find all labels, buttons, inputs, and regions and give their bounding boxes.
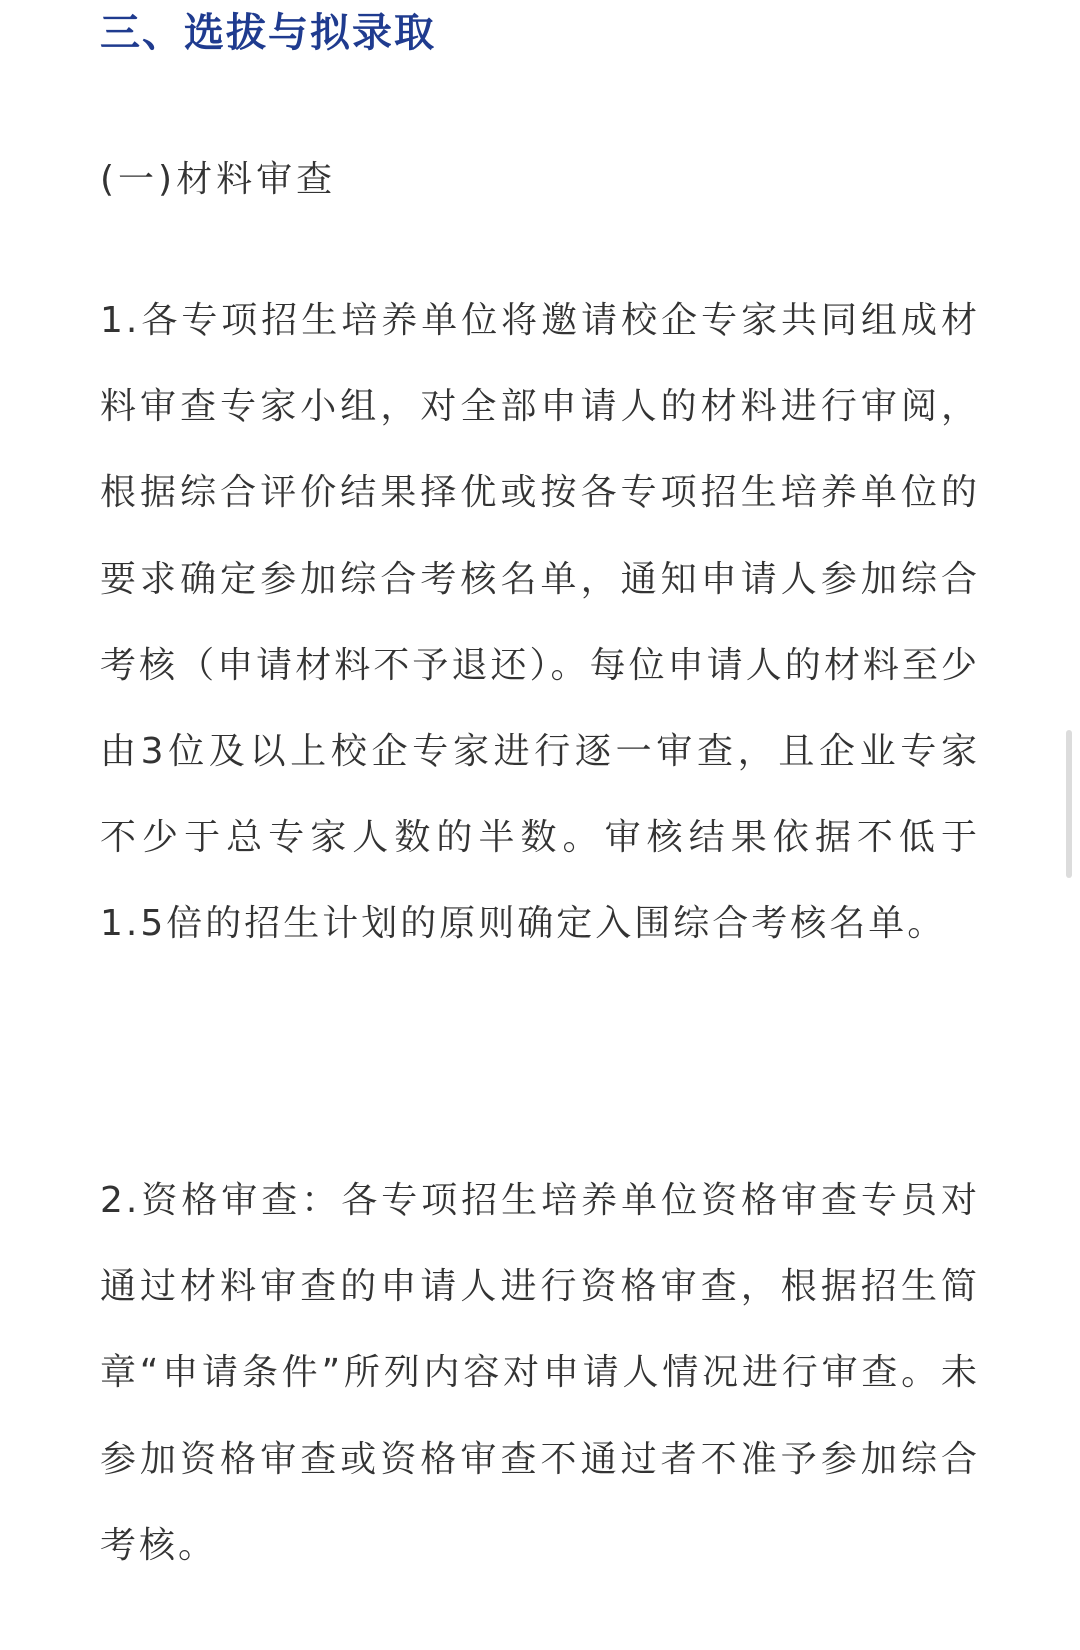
document-page <box>100 0 980 1650</box>
paragraph-material-review: 1.各专项招生培养单位将邀请校企专家共同组成材料审查专家小组，对全部申请人的材料进行审阅，根据综合评价结果择优或按各专项招生培养单位的要求确定参加综合考核名单，通知申请人参加综合考核（申请材料不予退还）。每位申请人的材料至少由3位及以上校企专家进行逐一审查，且企业专家不少于总专家人数的半数。审核结果依据不低于1.5倍的招生计划的原则确定入围综合考核名单。 <box>100 300 980 945</box>
subsection-heading: (一)材料审查 <box>100 159 337 200</box>
paragraph-qualification-review: 2.资格审查：各专项招生培养单位资格审查专员对通过材料审查的申请人进行资格审查，根据招生简章“申请条件”所列内容对申请人情况进行审查。未参加资格审查或资格审查不通过者不准予参加综合考核。 <box>100 1180 980 1566</box>
scrollbar-thumb[interactable] <box>1066 730 1072 878</box>
section-title: 三、选拔与拟录取 <box>100 10 436 56</box>
